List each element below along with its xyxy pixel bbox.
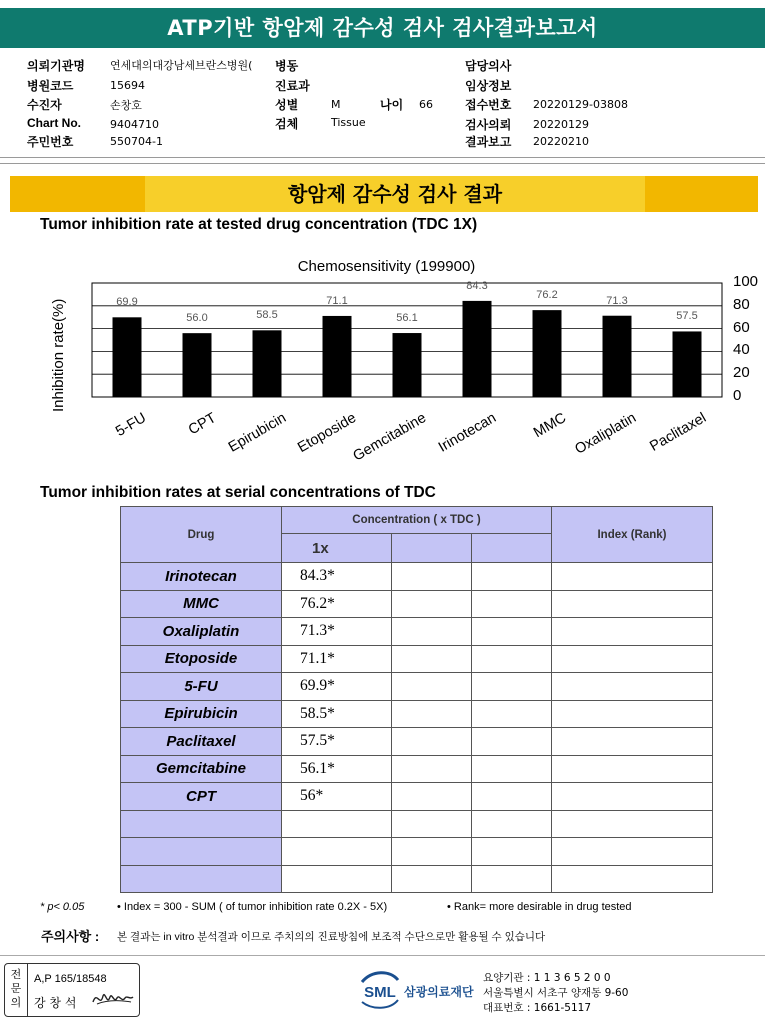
empty-conc-cell [472, 728, 552, 756]
stamp-vertical-label: 전문의 [10, 968, 22, 1009]
chart-bar [673, 331, 702, 397]
drug-name-cell: CPT [121, 783, 282, 811]
drug-name-cell [121, 810, 282, 838]
receipt-value: 20220129-03808 [533, 98, 628, 111]
index-rank-cell [552, 618, 713, 646]
chart-bar [533, 310, 562, 397]
value-1x-cell: 71.1* [282, 645, 392, 673]
chart-x-tick-label: MMC [531, 410, 569, 442]
chart-value-label: 56.1 [396, 312, 418, 325]
clinical-label: 임상정보 [465, 79, 512, 93]
specialist-stamp [4, 963, 140, 1017]
index-rank-cell [552, 563, 713, 591]
address: 서울특별시 서초구 양재동 9-60 [483, 987, 629, 999]
chart-x-tick-label: CPT [185, 410, 219, 439]
chart-y-tick-label: 100 [733, 273, 759, 290]
chart-bar [603, 316, 632, 397]
value-1x-cell: 58.5* [282, 700, 392, 728]
index-rank-cell [552, 865, 713, 893]
table-row [121, 673, 713, 701]
chart-bar [253, 330, 282, 397]
chemosensitivity-bar-chart [0, 0, 765, 480]
p-value-note: * p< 0.05 [40, 901, 85, 913]
chart-y-tick-label: 40 [733, 341, 750, 359]
caution-label: 주의사항 : [41, 929, 100, 944]
table-body [121, 563, 713, 893]
table-row [121, 838, 713, 866]
empty-conc-cell [392, 645, 472, 673]
chart-bar [183, 333, 212, 397]
hospital-code-value: 15694 [110, 79, 145, 92]
value-1x-cell: 71.3* [282, 618, 392, 646]
footer-divider [0, 955, 765, 956]
empty-conc-cell [392, 618, 472, 646]
index-rank-cell [552, 645, 713, 673]
sex-label: 성별 [275, 98, 299, 112]
request-label: 검사의뢰 [465, 118, 512, 132]
institution-value: 연세대의대강남세브란스병원( [110, 59, 253, 72]
index-rank-cell [552, 700, 713, 728]
chart-y-axis-label: Inhibition rate(%) [50, 298, 67, 412]
index-note: • Index = 300 - SUM ( of tumor inhibition rate 0.2X - 5X) [117, 901, 388, 913]
drug-name-cell [121, 838, 282, 866]
index-rank-cell [552, 728, 713, 756]
drug-name-cell: Paclitaxel [121, 728, 282, 756]
empty-conc-cell [472, 865, 552, 893]
value-1x-cell [282, 810, 392, 838]
empty-conc-cell [392, 865, 472, 893]
empty-conc-cell [472, 838, 552, 866]
chart-y-tick-label: 80 [733, 295, 750, 313]
value-1x-cell: 56.1* [282, 755, 392, 783]
results-banner-title: 항암제 감수성 검사 결과 [145, 176, 645, 212]
conc-1x-header: 1x [282, 534, 392, 563]
results-table [120, 506, 713, 893]
chart-x-tick-label: Gemcitabine [350, 410, 429, 465]
chart-no-label: Chart No. [27, 116, 81, 130]
institution-label: 의뢰기관명 [27, 59, 85, 73]
conc-empty-header [392, 534, 472, 563]
chart-y-tick-label: 60 [733, 318, 750, 336]
empty-conc-cell [472, 590, 552, 618]
empty-conc-cell [392, 590, 472, 618]
chart-value-label: 57.5 [676, 310, 698, 323]
drug-name-cell: Gemcitabine [121, 755, 282, 783]
empty-conc-cell [472, 563, 552, 591]
chart-value-label: 56.0 [186, 312, 208, 325]
agency-code: 요양기관 : 1 1 3 6 5 2 0 0 [483, 972, 611, 984]
index-rank-cell [552, 755, 713, 783]
table-row [121, 755, 713, 783]
table-row [121, 590, 713, 618]
table-row [121, 865, 713, 893]
chart-x-tick-label: 5-FU [113, 410, 149, 440]
sex-value: M [331, 98, 341, 111]
concentration-header: Concentration ( x TDC ) [282, 507, 552, 534]
receipt-label: 접수번호 [465, 98, 512, 112]
table-row [121, 618, 713, 646]
chart-bar [463, 301, 492, 397]
report-label: 결과보고 [465, 135, 512, 149]
conc-empty-header [472, 534, 552, 563]
signature-icon [91, 988, 135, 1010]
svg-text:SML: SML [364, 984, 396, 1001]
chart-no-value: 9404710 [110, 118, 159, 131]
org-name: 삼광의료재단 [404, 985, 474, 999]
index-rank-cell [552, 783, 713, 811]
table-row [121, 783, 713, 811]
specimen-value: Tissue [331, 116, 366, 129]
drug-header: Drug [121, 507, 282, 563]
chart-value-label: 71.3 [606, 294, 628, 307]
phone: 대표번호 : 1661-5117 [483, 1002, 592, 1014]
empty-conc-cell [392, 563, 472, 591]
section-title-tdc: Tumor inhibition rate at tested drug concentration (TDC 1X) [40, 216, 478, 233]
index-rank-cell [552, 838, 713, 866]
request-value: 20220129 [533, 118, 589, 131]
chart-x-tick-label: Oxaliplatin [572, 410, 639, 458]
patient-value: 손창호 [110, 99, 142, 112]
value-1x-cell: 57.5* [282, 728, 392, 756]
stamp-name: 강 창 석 [34, 996, 77, 1010]
empty-conc-cell [472, 755, 552, 783]
empty-conc-cell [392, 783, 472, 811]
id-label: 주민번호 [27, 135, 74, 149]
ward-label: 병동 [275, 59, 299, 73]
chart-y-tick-label: 0 [733, 387, 742, 404]
rank-note: • Rank= more desirable in drug tested [447, 901, 632, 913]
table-row [121, 563, 713, 591]
empty-conc-cell [472, 810, 552, 838]
index-rank-cell [552, 590, 713, 618]
chart-value-label: 58.5 [256, 309, 278, 322]
empty-conc-cell [392, 810, 472, 838]
value-1x-cell [282, 838, 392, 866]
chart-value-label: 69.9 [116, 296, 138, 309]
drug-name-cell: Oxaliplatin [121, 618, 282, 646]
value-1x-cell: 76.2* [282, 590, 392, 618]
index-rank-cell [552, 673, 713, 701]
chart-x-tick-label: Epirubicin [225, 410, 289, 456]
empty-conc-cell [392, 838, 472, 866]
hospital-code-label: 병원코드 [27, 79, 74, 93]
drug-name-cell: Etoposide [121, 645, 282, 673]
chart-bar [323, 316, 352, 397]
drug-name-cell: MMC [121, 590, 282, 618]
empty-conc-cell [472, 673, 552, 701]
value-1x-cell [282, 865, 392, 893]
chart-value-label: 76.2 [536, 289, 558, 302]
index-header: Index (Rank) [552, 507, 713, 563]
chart-bar [113, 317, 142, 397]
table-row [121, 810, 713, 838]
chart-x-tick-label: Paclitaxel [647, 410, 709, 455]
id-value: 550704-1 [110, 135, 163, 148]
chart-y-tick-label: 20 [733, 364, 750, 382]
chart-x-tick-label: Etoposide [295, 410, 359, 457]
caution-text: 본 결과는 in vitro 분석결과 이므로 주치의의 진료방침에 보조적 수단으로만 활용될 수 있습니다 [117, 931, 546, 943]
empty-conc-cell [392, 700, 472, 728]
empty-conc-cell [392, 673, 472, 701]
value-1x-cell: 69.9* [282, 673, 392, 701]
chart-bar [393, 333, 422, 397]
sml-logo [358, 970, 402, 1010]
empty-conc-cell [472, 645, 552, 673]
table-row [121, 645, 713, 673]
empty-conc-cell [392, 728, 472, 756]
drug-name-cell: Epirubicin [121, 700, 282, 728]
patient-label: 수진자 [27, 98, 62, 112]
empty-conc-cell [472, 618, 552, 646]
empty-conc-cell [472, 700, 552, 728]
specimen-label: 검체 [275, 117, 299, 131]
chart-value-label: 84.3 [466, 279, 488, 292]
chart-x-tick-label: Irinotecan [435, 410, 499, 456]
age-value: 66 [419, 98, 433, 111]
doctor-label: 담당의사 [465, 59, 512, 73]
age-label: 나이 [380, 98, 404, 112]
dept-label: 진료과 [275, 79, 310, 93]
section-title-serial: Tumor inhibition rates at serial concentrations of TDC [40, 484, 436, 501]
index-rank-cell [552, 810, 713, 838]
empty-conc-cell [472, 783, 552, 811]
drug-name-cell [121, 865, 282, 893]
table-row [121, 728, 713, 756]
value-1x-cell: 56* [282, 783, 392, 811]
chart-title: Chemosensitivity (199900) [297, 258, 476, 275]
chart-value-label: 71.1 [326, 294, 348, 307]
drug-name-cell: Irinotecan [121, 563, 282, 591]
table-row [121, 700, 713, 728]
drug-name-cell: 5-FU [121, 673, 282, 701]
value-1x-cell: 84.3* [282, 563, 392, 591]
stamp-id: A,P 165/18548 [34, 973, 107, 985]
report-title: ATP기반 항암제 감수성 검사 검사결과보고서 [0, 8, 765, 48]
report-value: 20220210 [533, 135, 589, 148]
empty-conc-cell [392, 755, 472, 783]
